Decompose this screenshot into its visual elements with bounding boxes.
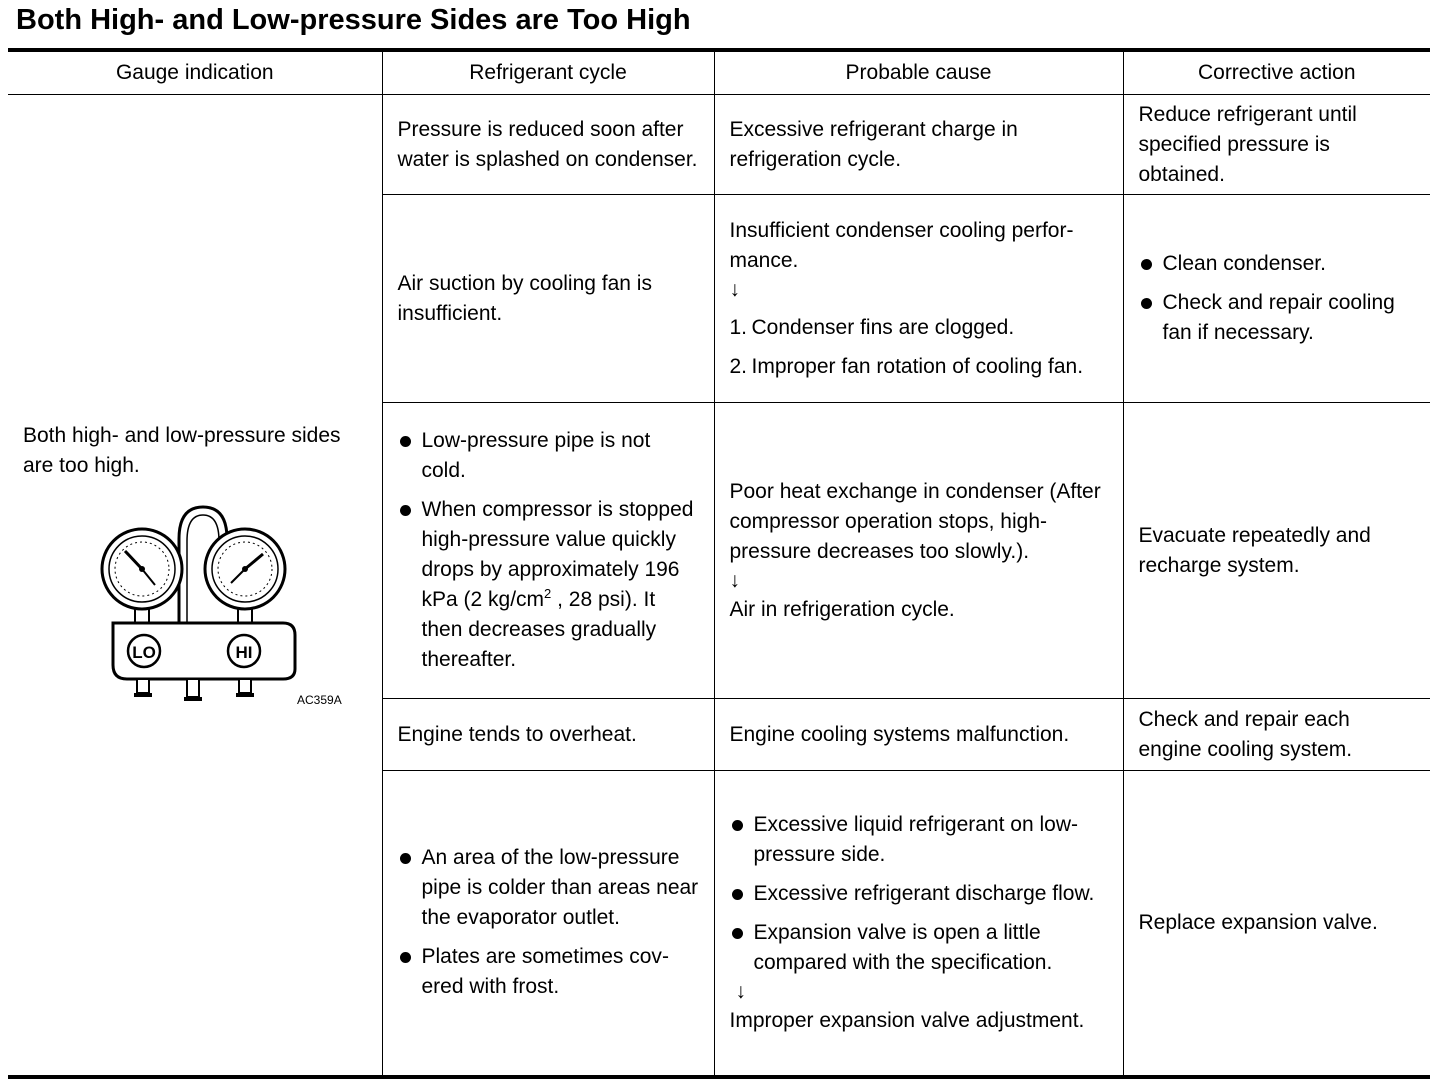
corrective-action-cell: Reduce refrigerant until specified pressure is obtained. [1123, 95, 1430, 195]
header-gauge-indication: Gauge indication [8, 50, 382, 95]
item-number: 2. [729, 354, 748, 378]
cause-result: Air in refrigeration cycle. [729, 597, 955, 621]
list-item: Low-pressure pipe is not cold. [398, 426, 699, 486]
corrective-action-cell [1123, 195, 1430, 403]
list-item: Excessive liquid refrigerant on low-pressure side. [730, 810, 1108, 870]
action-bullet-list [1139, 249, 1416, 348]
superscript: 2 [544, 586, 552, 601]
refrigerant-cycle-cell [382, 771, 714, 1077]
down-arrow-icon: ↓ [729, 277, 740, 301]
gauge-indication-text: Both high- and low-pressure sides are too high. [23, 424, 341, 477]
gauge-indication-cell [8, 95, 382, 1077]
item-text-part: , 28 psi). It then decreases gradually thereafter. [421, 588, 657, 671]
list-item: Plates are sometimes covered with frost. [398, 942, 699, 1002]
corrective-action-cell: Check and repair each engine cooling system. [1123, 699, 1430, 771]
refrigerant-cycle-cell [382, 403, 714, 699]
list-item: An area of the low-pressure pipe is colder than areas near the evaporator outlet. [398, 843, 699, 933]
hi-label: HI [235, 643, 253, 662]
list-item [730, 352, 1108, 382]
corrective-action-cell: Replace expansion valve. [1123, 771, 1430, 1077]
cycle-bullet-list [398, 426, 699, 675]
refrigerant-cycle-cell: Pressure is reduced soon after water is splashed on condenser. [382, 95, 714, 195]
page-title: Both High- and Low-pressure Sides are Too High [16, 4, 691, 36]
cycle-bullet-list [398, 843, 699, 1002]
cause-intro: Poor heat exchange in condenser (After compressor operation stops, high-pressure decreases too slowly.). [729, 479, 1101, 563]
table-header-row [8, 50, 1430, 95]
list-item: Expansion valve is open a little compared with the specification. [730, 918, 1108, 978]
list-item: Clean condenser. [1139, 249, 1416, 279]
cause-intro: Insufficient condenser cooling performance. [729, 218, 1074, 272]
table-row [8, 95, 1430, 195]
cause-result: Improper expansion valve adjustment. [729, 1008, 1085, 1032]
probable-cause-cell [714, 771, 1123, 1077]
header-corrective-action: Corrective action [1123, 50, 1430, 95]
item-text: Improper fan rotation of cooling fan. [751, 354, 1084, 378]
troubleshooting-table [8, 48, 1430, 1079]
lo-label: LO [132, 643, 156, 662]
probable-cause-cell [714, 195, 1123, 403]
manifold-gauge-icon [83, 499, 343, 719]
list-item: Check and repair cooling fan if necessary. [1139, 288, 1416, 348]
item-number: 1. [729, 315, 748, 339]
item-text-part: When compressor is stopped high-pressure value quickly drops by approximately 196 kPa (2 kg/cm [421, 498, 694, 611]
probable-cause-cell [714, 403, 1123, 699]
probable-cause-cell: Excessive refrigerant charge in refrigeration cycle. [714, 95, 1123, 195]
header-refrigerant-cycle: Refrigerant cycle [382, 50, 714, 95]
down-arrow-icon: ↓ [729, 568, 740, 592]
down-arrow-icon: ↓ [735, 979, 746, 1003]
cause-numbered-list [730, 313, 1108, 382]
list-item [398, 495, 699, 675]
figure-code: AC359A [297, 693, 342, 707]
cause-bullet-list [730, 810, 1108, 978]
list-item [730, 313, 1108, 343]
manifold-gauge-figure [83, 499, 343, 719]
item-text: Condenser fins are clogged. [751, 315, 1015, 339]
probable-cause-cell: Engine cooling systems malfunction. [714, 699, 1123, 771]
corrective-action-cell: Evacuate repeatedly and recharge system. [1123, 403, 1430, 699]
refrigerant-cycle-cell: Air suction by cooling fan is insufficient. [382, 195, 714, 403]
list-item: Excessive refrigerant discharge flow. [730, 879, 1108, 909]
refrigerant-cycle-cell: Engine tends to overheat. [382, 699, 714, 771]
header-probable-cause: Probable cause [714, 50, 1123, 95]
